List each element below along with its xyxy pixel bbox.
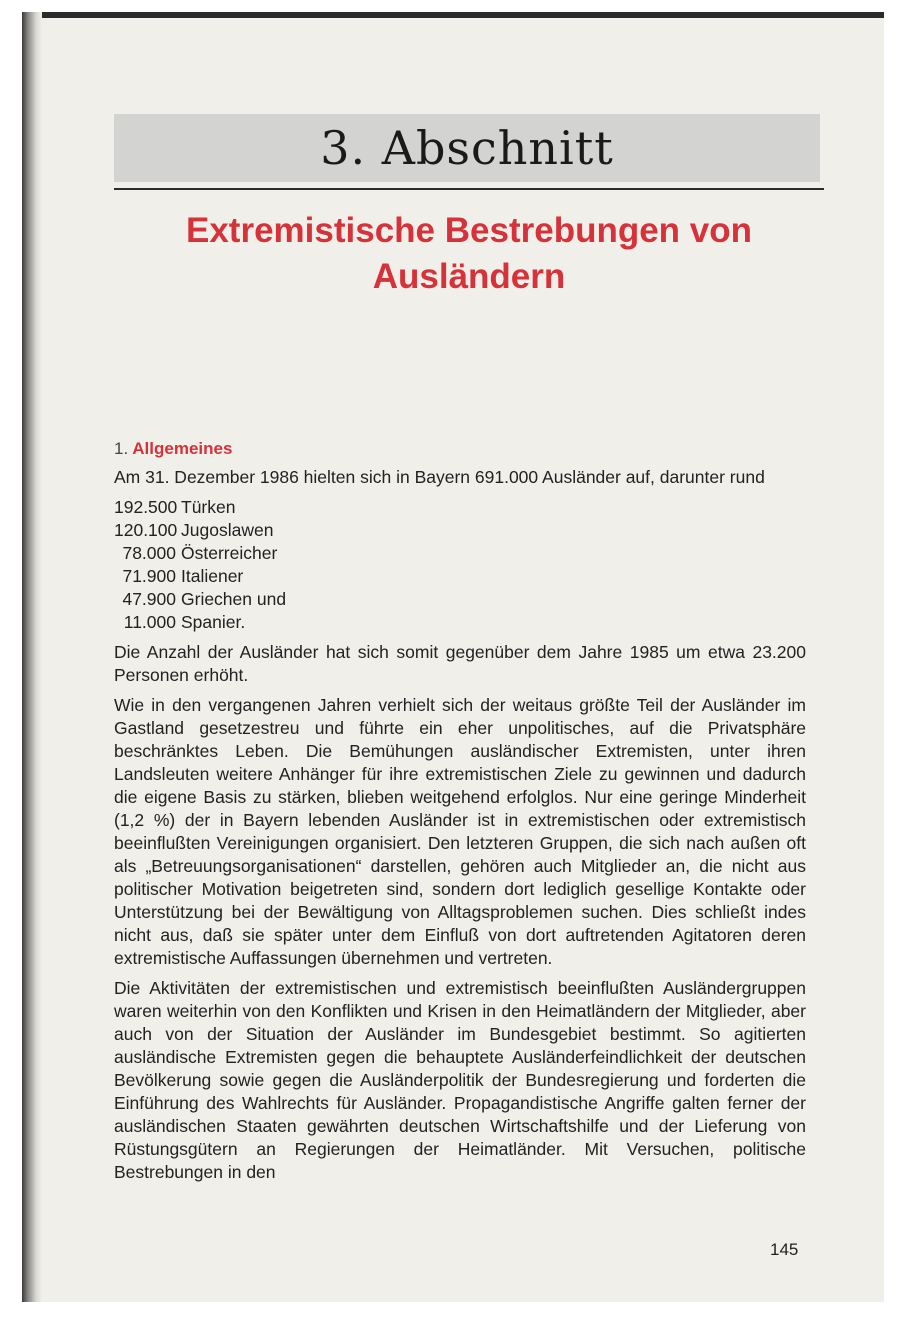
list-item — [114, 588, 806, 611]
header-rule — [114, 188, 824, 190]
list-item-label: Spanier. — [181, 612, 246, 632]
list-item — [114, 542, 806, 565]
list-item-label: Österreicher — [181, 543, 278, 563]
list-item-count: 192.500 — [114, 497, 178, 517]
list-item-count: 47.900 — [122, 589, 176, 609]
document-page — [22, 12, 884, 1302]
list-item-count: 120.100 — [114, 520, 178, 540]
scan-top-edge — [22, 12, 884, 18]
body-text — [114, 437, 806, 1191]
list-item-label: Jugoslawen — [181, 520, 274, 540]
section-label: 3. Abschnitt — [320, 121, 614, 175]
subheading-number: 1. — [114, 439, 129, 458]
subheading — [114, 437, 806, 460]
paragraph: Die Aktivitäten der extremistischen und extremistisch beeinflußten Ausländergruppen waren weiterhin von den Konflikten und Krisen in den Heimatländern der Mitglieder, aber auch von der Situation der Ausländer im Bundesgebiet bestimmt. So agitierten ausländische Extremisten gegen die behauptete Ausländerfeindlichkeit der deutschen Bevölkerung sowie gegen die Ausländerpolitik der Bundesregierung und forderten die Einführung des Wahlrechts für Ausländer. Propagandistische Angriffe galten ferner der ausländischen Staaten gewährten deutschen Wirtschaftshilfe und der Lieferung von Rüstungsgütern an Regierungen der Heimatländer. Mit Versuchen, politische Bestrebungen in den — [114, 978, 806, 1182]
chapter-title — [114, 208, 824, 300]
paragraph: Die Anzahl der Ausländer hat sich somit gegenüber dem Jahre 1985 um etwa 23.200 Personen erhöht. — [114, 642, 806, 685]
list-item — [114, 611, 806, 634]
book-binding-shadow — [22, 12, 42, 1302]
paragraph: Wie in den vergangenen Jahren verhielt sich der weitaus größte Teil der Ausländer im Gastland gesetzestreu und führte ein eher unpolitisches, auf die Privatsphäre beschränktes Leben. Die Bemühungen ausländischer Extremisten, unter ihren Landsleuten weitere Anhänger für ihre extremistischen Ziele zu gewinnen und dadurch die eigene Basis zu stärken, blieben weitgehend erfolglos. Nur eine geringe Minderheit (1,2 %) der in Bayern lebenden Ausländer ist in extremistischen oder extremistisch beeinflußten Vereinigungen organisiert. Den letzteren Gruppen, die sich nach außen oft als „Betreuungsorganisationen“ darstellen, gehören auch Mitglieder an, die nicht aus politischer Motivation beigetreten sind, sondern dort lediglich gesellige Kontakte oder Unterstützung bei der Bewältigung von Alltagsproblemen suchen. Dies schließt indes nicht aus, daß sie später unter dem Einfluß von dort auftretenden Agitatoren deren extremistische Auffassungen übernehmen und vertreten. — [114, 695, 806, 968]
intro-paragraph: Am 31. Dezember 1986 hielten sich in Bayern 691.000 Ausländer auf, darunter rund — [114, 467, 765, 487]
list-item-count: 71.900 — [122, 566, 176, 586]
list-item — [114, 565, 806, 588]
list-item-count: 11.000 — [123, 612, 176, 632]
nationality-list — [114, 496, 806, 634]
list-item — [114, 519, 806, 542]
list-item-label: Türken — [181, 497, 236, 517]
subheading-text: Allgemeines — [132, 439, 233, 458]
list-item — [114, 496, 806, 519]
list-item-count: 78.000 — [122, 543, 176, 563]
chapter-title-line-1: Extremistische Bestrebungen von — [186, 211, 752, 250]
list-item-label: Griechen und — [181, 589, 287, 609]
chapter-title-line-2: Ausländern — [372, 257, 566, 296]
list-item-label: Italiener — [181, 566, 244, 586]
page-number: 145 — [770, 1240, 799, 1259]
